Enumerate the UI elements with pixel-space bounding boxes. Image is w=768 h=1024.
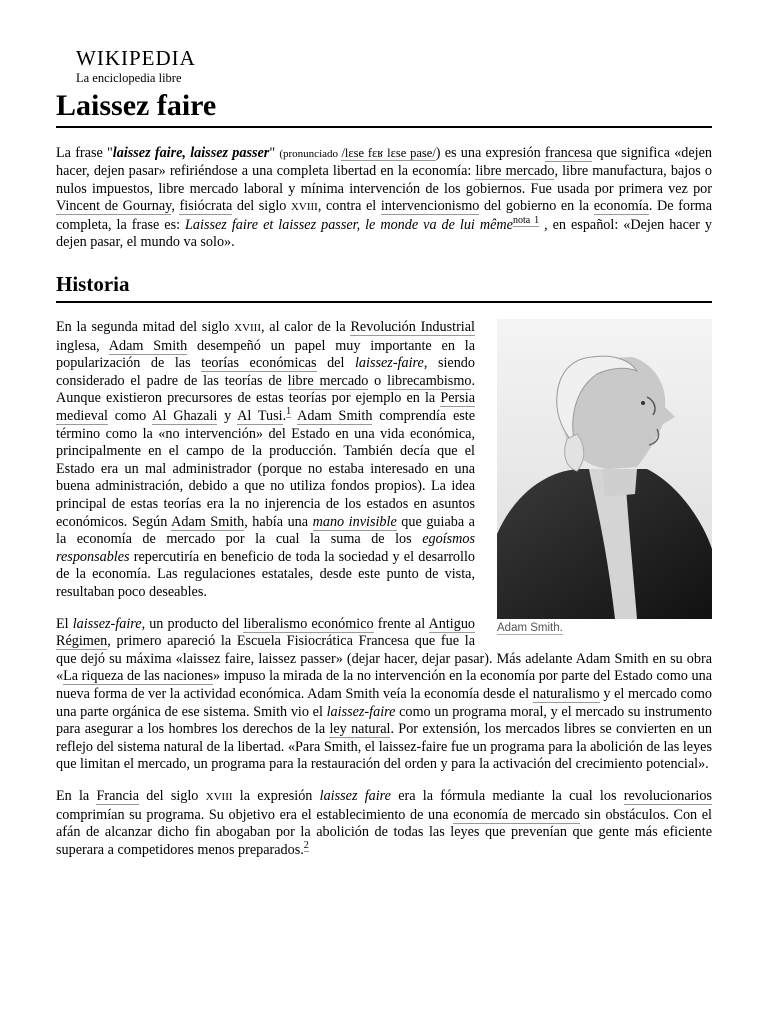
page-title: Laissez faire [56, 89, 712, 128]
link-fisiocrata[interactable]: fisiócrata [179, 198, 233, 215]
link-libre-mercado[interactable]: libre mercado [475, 163, 555, 180]
historia-paragraph-1: En la segunda mitad del siglo XVIII, al calor de la Revolución Industrial inglesa, Adam Smith desempeñó un papel muy importante en la popularización de las teorías económicas del laissez-faire, siendo considerado el padre de las teorías de libre mercado o librecambismo. Aunque existieron precursores de estas teorías por ejemplo en la Persia medieval como Al Ghazali y Al Tusi.$^1$ Adam Smith comprendía este término como la «no intervención» del Estado en una vida económica, principalmente en el campo de la producción. También decía que el Estado era un mal administrador (porque no estaba interesado en una buena administración, debido a que no utiliza fondos propios). La idea principal de estas teorías era la no injerencia de los estados en asuntos económicos. Según Adam Smith, había una mano invisible que guiaba a la economía de mercado por la cual la suma de los egoísmos responsables repercutiría en beneficio de toda la sociedad y el desarrollo de la economía. Las regulaciones estatales, desde este punto de vista, resultaban poco deseables. [56, 319, 476, 600]
link-naturalismo[interactable]: naturalismo [532, 685, 600, 702]
link-al-ghazali[interactable]: Al Ghazali [152, 408, 218, 425]
wikipedia-logo[interactable] [76, 48, 712, 85]
intro-paragraph: La frase "laissez faire, laissez passer" (pronunciado /lɛse fɛʁ lɛse pase/) es una expresión francesa que significa «dejen hacer, dejen pasar» refiriéndose a una completa libertad en la economía: libre mercado, libre manufactura, bajos o nulos impuestos, libre mercado laboral y mínima intervención de los gobiernos. Fue usada por primera vez por Vincent de Gournay, fisiócrata del siglo XVIII, contra el intervencionismo del gobierno en la economía. De forma completa, la frase es: Laissez faire et laissez passer, le monde va de lui même$^{nota 1}$ , en español: «Dejen hacer y dejen pasar, el mundo va solo». [56, 144, 713, 251]
article-page [56, 48, 712, 859]
link-economia-de-mercado[interactable]: economía de mercado [453, 806, 580, 823]
link-la-riqueza-de-las-naciones[interactable]: La riqueza de las naciones [63, 668, 214, 685]
link-adam-smith[interactable]: Adam Smith [297, 408, 373, 425]
figure-caption[interactable]: Adam Smith. [497, 622, 563, 635]
ref-2-link[interactable]: 2 [303, 839, 309, 851]
link-antiguo-regimen[interactable]: Antiguo Régimen [56, 615, 476, 650]
link-vincent-de-gournay[interactable]: Vincent de Gournay [56, 198, 172, 215]
adam-smith-portrait-image[interactable] [497, 319, 712, 619]
link-revolucionarios[interactable]: revolucionarios [623, 787, 712, 804]
ref-1-link[interactable]: 1 [286, 406, 292, 418]
link-teorias-economicas[interactable]: teorías económicas [201, 355, 317, 372]
note-1-link[interactable]: nota 1 [512, 215, 540, 227]
link-francesa[interactable]: francesa [544, 144, 593, 161]
link-libre-mercado[interactable]: libre mercado [287, 372, 369, 389]
link-persia[interactable]: Persia [440, 390, 475, 407]
section-heading-historia: Historia [56, 270, 712, 303]
link-economia[interactable]: economía [593, 198, 649, 215]
historia-paragraph-2: El laissez-faire, un producto del liberalismo económico frente al Antiguo Régimen, primero apareció la Escuela Fisiocrática Francesa que fue la que dejó su máxima «laissez faire, laissez passer» (dejar hacer, dejar pasar). Más adelante Adam Smith en su obra «La riqueza de las naciones» impuso la mirada de la no intervención en la economía por parte del Estado como una nueva forma de ver la actividad económica. Adam Smith veía la economía desde el naturalismo y el mercado como una parte orgánica de ese sistema. Smith vio el laissez-faire como un programa moral, y el mercado su instrumento para asegurar a los hombres los derechos de la ley natural. Por extensión, los mercados libres se convierten en un reflejo del sistema natural de la libertad. «Para Smith, el laissez-faire fue un programa para la abolición de las leyes que limitan el mercado, un programa para la restauración del orden y para la activación del crecimiento potencial». [56, 615, 713, 773]
link-ley-natural[interactable]: ley natural [329, 721, 391, 738]
link-al-tusi[interactable]: Al Tusi [237, 408, 283, 425]
logo-tagline: La enciclopedia libre [76, 71, 182, 85]
link-revolucion-industrial[interactable]: Revolución Industrial [350, 319, 475, 336]
link-adam-smith[interactable]: Adam Smith [171, 513, 245, 530]
adam-smith-figure [497, 319, 712, 634]
link-adam-smith[interactable]: Adam Smith [108, 337, 188, 354]
ipa-link[interactable]: /lɛse fɛʁ lɛse pase/ [341, 145, 436, 160]
historia-paragraph-3: En la Francia del siglo XVIII la expresión laissez faire era la fórmula mediante la cual los revolucionarios comprimían su programa. Su objetivo era el establecimiento de una economía de mercado sin obstáculos. Con el afán de alcanzar dicho fin abogaban por la abolición de todas las leyes que prevenían que gente más eficiente superara a competidores menos preparados.$^2$ [56, 787, 712, 858]
link-mano-invisible[interactable]: mano invisible [312, 513, 397, 530]
link-medieval[interactable]: medieval [56, 408, 108, 425]
link-librecambismo[interactable]: librecambismo [387, 372, 472, 389]
logo-wordmark: WIKIPEDIA [76, 46, 196, 70]
link-liberalismo-economico[interactable]: liberalismo económico [243, 615, 374, 632]
link-intervencionismo[interactable]: intervencionismo [380, 198, 480, 215]
link-francia[interactable]: Francia [96, 787, 140, 804]
